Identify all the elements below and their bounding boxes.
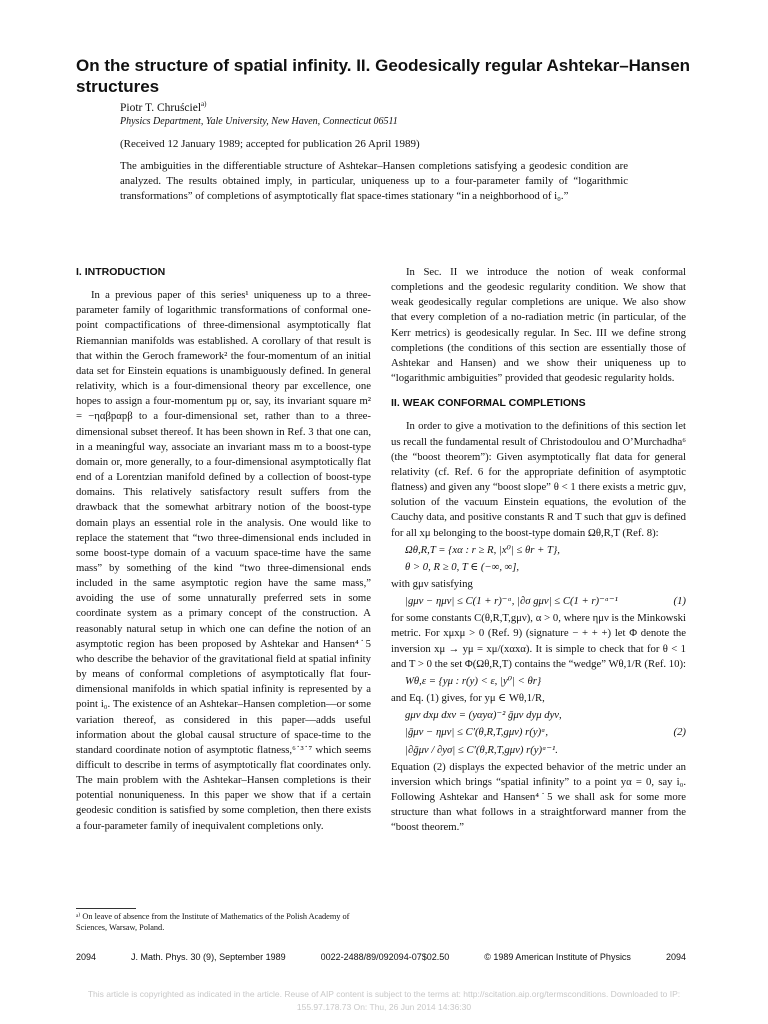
- equation-2-number: (2): [673, 726, 686, 739]
- section-heading-introduction: I. INTRODUCTION: [76, 266, 166, 278]
- equation-1-body: |gμν − ημν| ≤ C(1 + r)⁻ᵅ, |∂σ gμν| ≤ C(1 + r)⁻ᵅ⁻¹: [405, 595, 618, 608]
- download-watermark: [0, 988, 768, 1014]
- abstract: The ambiguities in the differentiable structure of Ashtekar–Hansen completions satisfying a geodesic condition are analyzed. The results obtained imply, in particular, uniqueness up to a four-parameter family of “logarithmic transformations” of completions of asymptotically flat space-times stationary “in a neighborhood of i₀.”: [120, 160, 628, 202]
- left-column: [76, 265, 371, 834]
- footer-page-number-right: 2094: [665, 952, 686, 962]
- equation-2-line-1: gμν dxμ dxν = (yαyα)⁻² ḡμν dyμ dyν,: [405, 709, 562, 722]
- footer-journal: J. Math. Phys. 30 (9), September 1989: [131, 952, 286, 962]
- section-heading-weak-conformal-completions: II. WEAK CONFORMAL COMPLETIONS: [391, 397, 586, 410]
- paper-title: On the structure of spatial infinity. II. Geodesically regular Ashtekar–Hansen structures: [76, 56, 691, 96]
- right-column: [391, 265, 686, 835]
- equation-2-line-2-body: |ḡμν − ημν| ≤ C′(θ,R,T,gμν) r(y)ᵅ,: [405, 726, 549, 739]
- footer-page-number-left: 2094: [76, 952, 97, 962]
- section2-paragraph-4: and Eq. (1) gives, for yμ ∈ Wθ,1/R,: [391, 692, 545, 705]
- page-footer: [76, 952, 686, 962]
- footer-copyright: © 1989 American Institute of Physics: [484, 952, 631, 962]
- received-dates: (Received 12 January 1989; accepted for publication 26 April 1989): [120, 138, 420, 150]
- footnote-divider: [76, 908, 136, 909]
- author-name: [120, 100, 206, 114]
- section2-paragraph-5: Equation (2) displays the expected behavior of the metric under an inversion which brings “spatial infinity” to a point yα = 0, say i₀. Following Ashtekar and Hansen⁴˙5 we shall ask for some more structure than what follows in a straightforward manner from the “boost theorem.”: [391, 760, 686, 834]
- author-footnote-marker: a): [201, 100, 207, 108]
- watermark-line-2: 155.97.178.73 On: Thu, 26 Jun 2014 14:36:30: [296, 1002, 472, 1012]
- introduction-continued-paragraph: In Sec. II we introduce the notion of weak conformal completions and the geodesic regularity condition. We show that weak geodesically regular completions are unique. We also show that every completion of a no-radiation metric (in particular, of the Kerr metrics) is geodesically regular. In Sec. III we define strong completions (the conditions of this section are essentially those of Ashtekar and Hansen) and we show their uniqueness up to “logarithmic ambiguities” provided that geodesic regularity holds.: [391, 266, 686, 385]
- footer-code: 0022-2488/89/092094-07$02.50: [320, 952, 450, 962]
- equation-wedge: Wθ,ε = {yμ : r(y) < ε, |y⁰| < θr}: [405, 674, 542, 687]
- equation-boost-domain: Ωθ,R,T = {xα : r ≥ R, |x⁰| ≤ θr + T},: [405, 543, 560, 556]
- equation-1: [405, 594, 686, 609]
- section2-paragraph-3: for some constants C(θ,R,T,gμν), α > 0, where ημν is the Minkowski metric. For xμxμ > 0 (Ref. 9) (signature − + + +) let Φ denote the inversion xμ → yμ = xμ/(xαxα). It is simple to check that for θ < 1 and T > 0 the set Φ(Ωθ,R,T) contains the “wedge” Wθ,1/R (Ref. 10):: [391, 612, 686, 670]
- equation-boost-domain-params: θ > 0, R ≥ 0, T ∈ (−∞, ∞],: [405, 560, 520, 573]
- author-affiliation: Physics Department, Yale University, New Haven, Connecticut 06511: [120, 116, 398, 127]
- equation-1-number: (1): [673, 595, 686, 608]
- watermark-line-1: This article is copyrighted as indicated in the article. Reuse of AIP content is subject to the terms at: http://scitation.aip.org/termsconditions. Downloaded to IP:: [87, 989, 681, 999]
- section2-paragraph-2: with gμν satisfying: [391, 577, 473, 590]
- footnote: ᵃ⁾ On leave of absence from the Institute of Mathematics of the Polish Academy of Sciences, Warsaw, Poland.: [76, 912, 350, 932]
- section2-paragraph-1: In order to give a motivation to the definitions of this section let us recall the fundamental result of Christodoulou and O’Murchadha⁶ (the “boost theorem”): Given asymptotically flat data for general relativity (cf. Ref. 6 for the appropriate definition of asymptotic flatness) and given any “boost slope” θ < 1 there exists a metric gμν, solution of the vacuum Einstein equations, the evolution of the Cauchy data, and positive constants R and T such that gμν is defined for all xμ belonging to the boost-type domain Ωθ,R,T (Ref. 8):: [391, 420, 686, 539]
- equation-2-line-3: |∂ḡμν / ∂yσ| ≤ C′(θ,R,T,gμν) r(y)ᵅ⁻¹.: [405, 743, 558, 756]
- introduction-paragraph: In a previous paper of this series¹ uniqueness up to a three-parameter family of logarithmic transformations of conformal one-point compactifications of three-dimensional asymptotically flat Riemannian manifolds was established. A corollary of that result is that within the Geroch framework² the four-momentum of an initial data set for Einstein equations is unambiguously defined. In general relativity, which is a four-dimensional theory par excellence, one hopes to assign a four-momentum pμ or, say, its invariant square m² = −ηαβpαpβ to a four-dimensional set, rather than to a three-dimensional subset thereof. It has been shown in Ref. 3 that one can, in a meaningful way, associate an invariant mass m to a boost-type domain or, more generally, to a four-dimensional asymptotically flat end of a Lorentzian manifold defined by a collection of boost-type domains. This relatively satisfactory result suffers from the drawback that the somewhat arbitrary notion of the boost-type domain plays an essential role in the analysis. One would like to replace the statement that “two three-dimensional ends included in some boost-type domain of a vacuum space-time have the same mass” by something of the kind “two three-dimensional ends included in the same asymptotic region have the same mass,” avoiding the use of some unnaturally preferred sets in some coordinate system as a primary concept of the construction. A reasonably natural setup in which one can define the notion of an asymptotic region has been proposed by Ashtekar and Hansen⁴˙5 who describe the behavior of the gravitational field at spatial infinity by means of conformal completions of asymptotically flat four-dimensional manifolds in which spatial infinity is represented by a point i₀. The existence of an Ashtekar–Hansen completion—or some variation thereof, as considered in this paper—adds useful information about the global causal structure of space-time to the standard coordinate notion of asymptotic flatness,⁶˙³˙⁷ which seems difficult to describe in terms of asymptotically flat coordinates only. The main problem with the Ashtekar–Hansen completions is their potential nonuniqueness. In this paper we show that if a certain geodesic condition is satisfied by some completion, then there exists a four-parameter family of inequivalent completions only.: [76, 289, 371, 832]
- equation-2-line-2: [405, 725, 686, 740]
- author-name-text: Piotr T. Chruściel: [120, 101, 202, 114]
